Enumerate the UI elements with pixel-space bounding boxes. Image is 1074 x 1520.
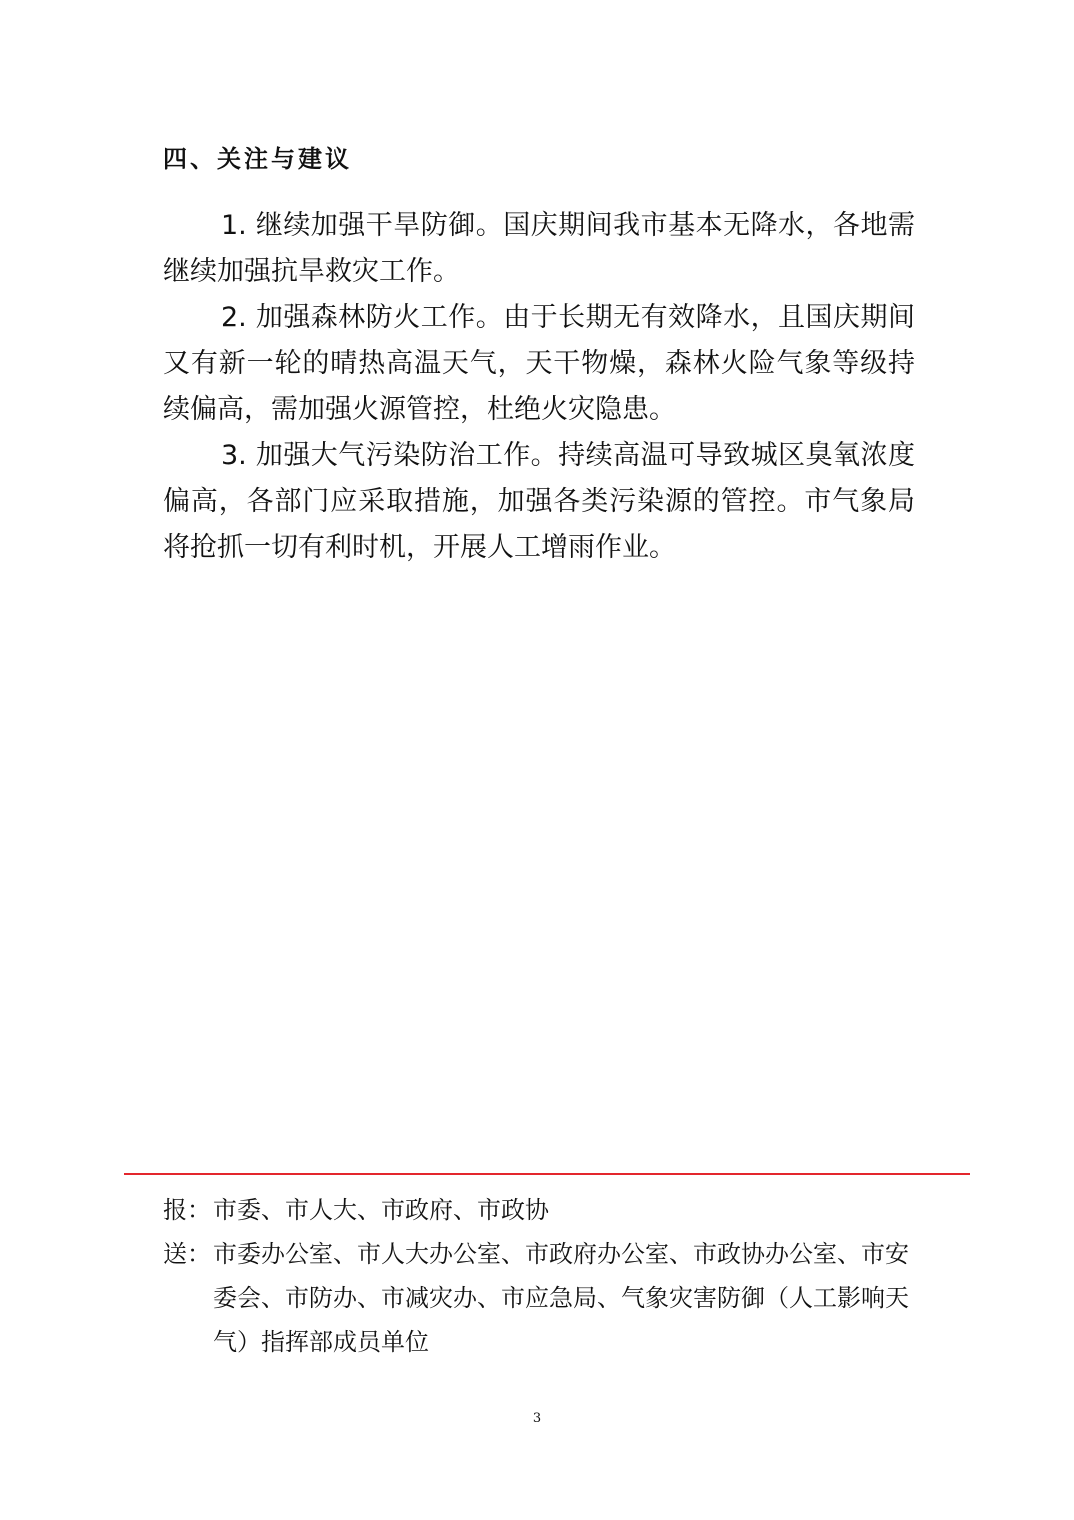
section-heading: 四、关注与建议: [163, 144, 352, 173]
report-recipients: 市委、市人大、市政府、市政协: [213, 1196, 549, 1224]
suggestion-paragraph: 1. 继续加强干旱防御。国庆期间我市基本无降水，各地需继续加强抗旱救灾工作。: [163, 210, 915, 287]
red-divider-rule: [124, 1173, 970, 1175]
send-recipients: 市委办公室、市人大办公室、市政府办公室、市政协办公室、市安委会、市防办、市减灾办、市应急局、气象灾害防御（人工影响天气）指挥部成员单位: [213, 1240, 909, 1356]
suggestion-paragraph: 2. 加强森林防火工作。由于长期无有效降水，且国庆期间又有新一轮的晴热高温天气，天干物燥，森林火险气象等级持续偏高，需加强火源管控，杜绝火灾隐患。: [163, 302, 915, 425]
report-label: 报：: [163, 1196, 211, 1224]
suggestions-body: [163, 203, 915, 571]
page-number: 3: [532, 1411, 542, 1426]
send-to-row: [163, 1232, 923, 1364]
report-to-row: [163, 1188, 923, 1232]
send-label: 送：: [163, 1240, 211, 1268]
suggestion-paragraph: 3. 加强大气污染防治工作。持续高温可导致城区臭氧浓度偏高，各部门应采取措施，加强各类污染源的管控。市气象局将抢抓一切有利时机，开展人工增雨作业。: [163, 440, 915, 563]
distribution-list: [163, 1188, 923, 1364]
